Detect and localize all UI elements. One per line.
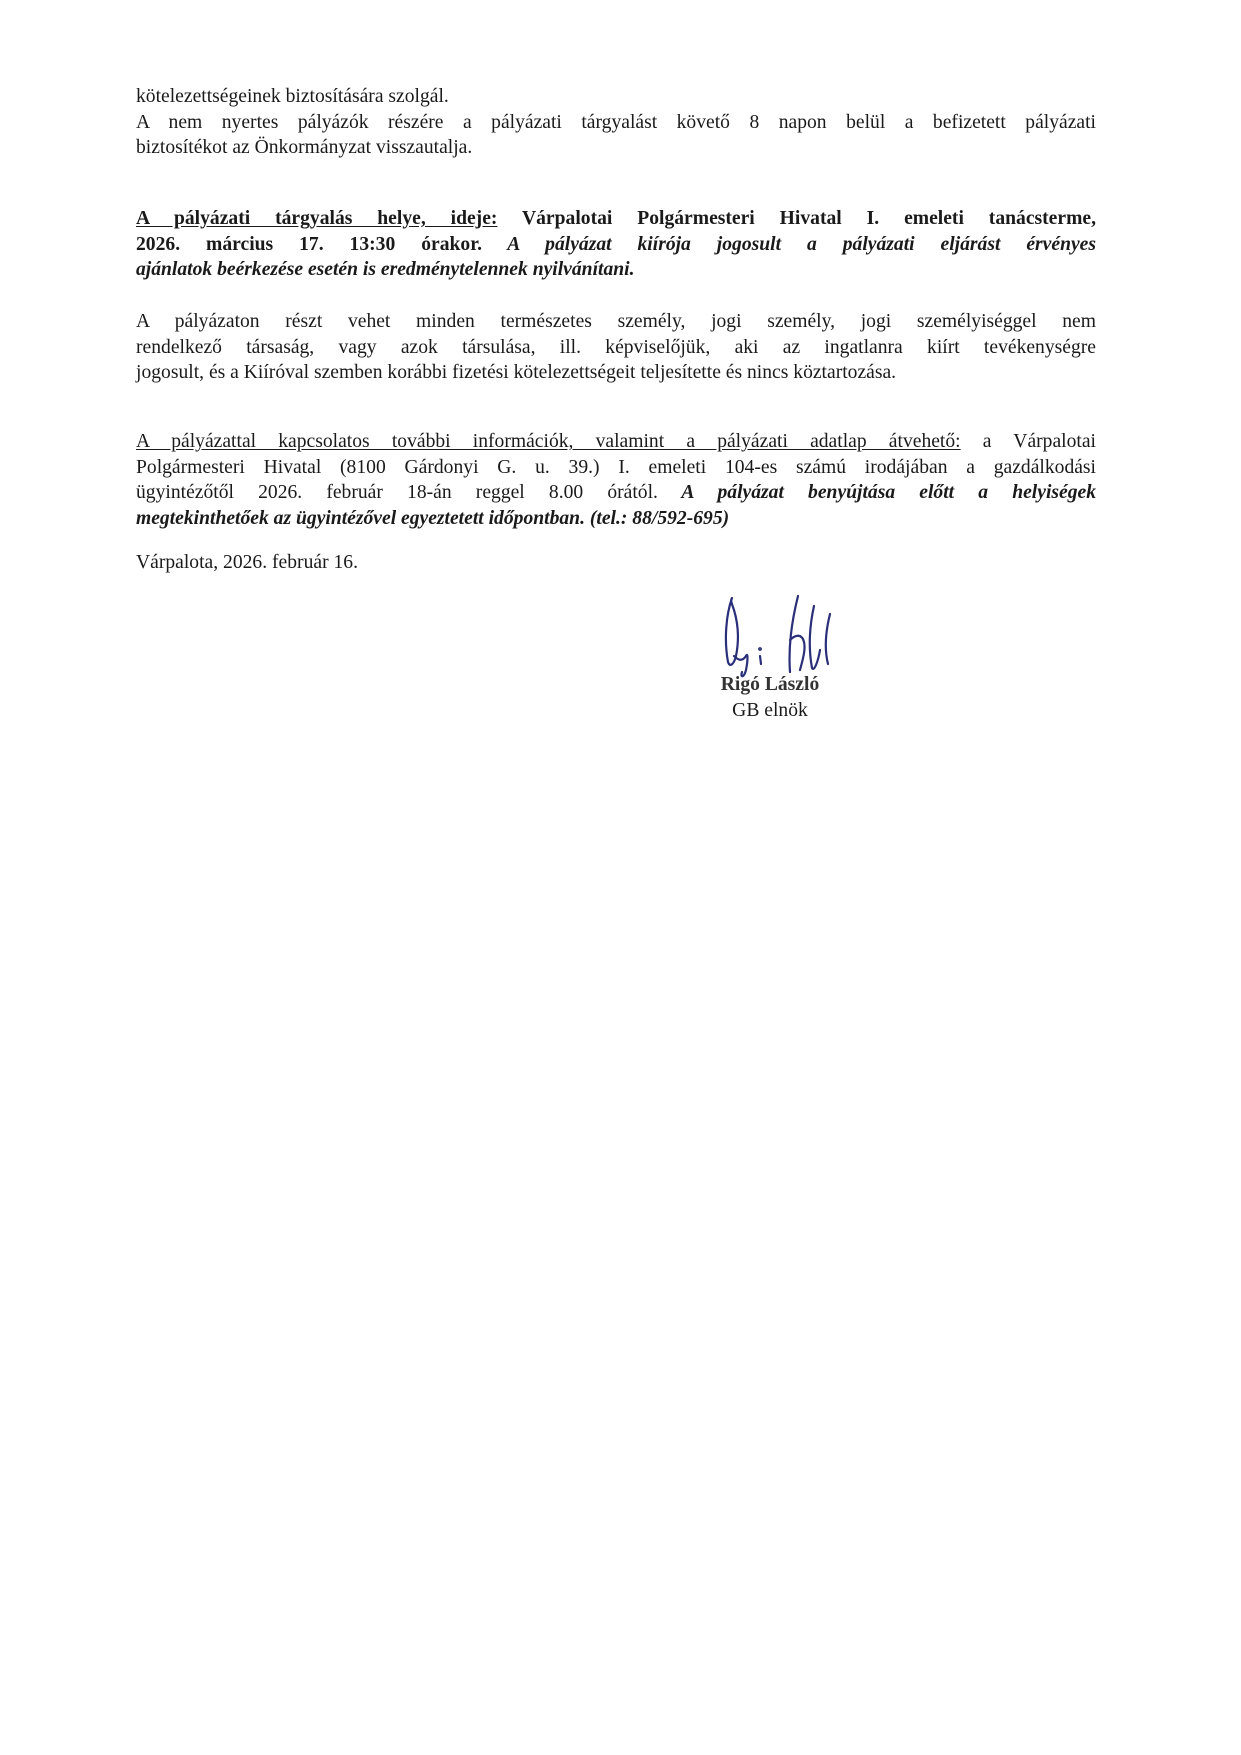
text-line: kötelezettségeinek biztosítására szolgál.: [136, 86, 449, 107]
signature-icon: [720, 590, 850, 685]
text-line: [136, 429, 1096, 455]
hearing-datetime: 2026. március 17. 13:30 órakor.: [136, 233, 482, 255]
hearing-heading: A pályázati tárgyalás helye, ideje:: [136, 208, 498, 229]
hearing-location: Várpalotai Polgármesteri Hivatal I. emeleti tanácsterme,: [497, 208, 1096, 229]
text-line: Polgármesteri Hivatal (8100 Gárdonyi G. u. 39.) I. emeleti 104-es számú irodájában a gazdálkodási: [136, 456, 1096, 478]
text-line: A nem nyertes pályázók részére a pályázati tárgyalást követő 8 napon belül a befizetett pályázati: [136, 111, 1096, 133]
signer-title: GB elnök: [732, 700, 808, 721]
text-line: ajánlatok beérkezése esetén is eredménytelennek nyilvánítani.: [136, 259, 635, 281]
text-line: jogosult, és a Kiíróval szemben korábbi fizetési kötelezettségeit teljesítette és nincs köztartozása.: [136, 362, 897, 384]
text-line: [136, 206, 1096, 232]
information-location: a Várpalotai: [960, 431, 1096, 452]
text-line: rendelkező társaság, vagy azok társulása, ill. képviselőjük, aki az ingatlanra kiírt tevékenységre: [136, 336, 1096, 358]
signer-name: Rigó László: [720, 674, 820, 695]
place-date: [136, 550, 1096, 576]
information-heading: A pályázattal kapcsolatos további információk, valamint a pályázati adatlap átvehető:: [136, 431, 961, 452]
signer-block: [690, 672, 850, 724]
text-line: A pályázaton részt vehet minden természetes személy, jogi személy, jogi személyiséggel nem: [136, 311, 1096, 332]
text-line: [136, 232, 1096, 258]
text-line: biztosítékot az Önkormányzat visszautalja.: [136, 137, 473, 159]
paragraph-hearing-place-time: [136, 206, 1096, 283]
information-time: ügyintézőtől 2026. február 18-án reggel 8.00 órától.: [136, 482, 658, 504]
paragraph-deposit-refund: [136, 84, 1096, 161]
place-date-text: Várpalota, 2026. február 16.: [136, 552, 358, 573]
paragraph-eligibility: [136, 309, 1096, 386]
text-line: megtekinthetőek az ügyintézővel egyeztetett időpontban. (tel.: 88/592-695): [136, 507, 730, 529]
paragraph-information: [136, 429, 1096, 531]
hearing-notice: A pályázat kiírója jogosult a pályázati eljárást érvényes: [482, 233, 1096, 255]
viewing-notice: A pályázat benyújtása előtt a helyiségek: [657, 482, 1096, 504]
text-line: [136, 480, 1096, 506]
